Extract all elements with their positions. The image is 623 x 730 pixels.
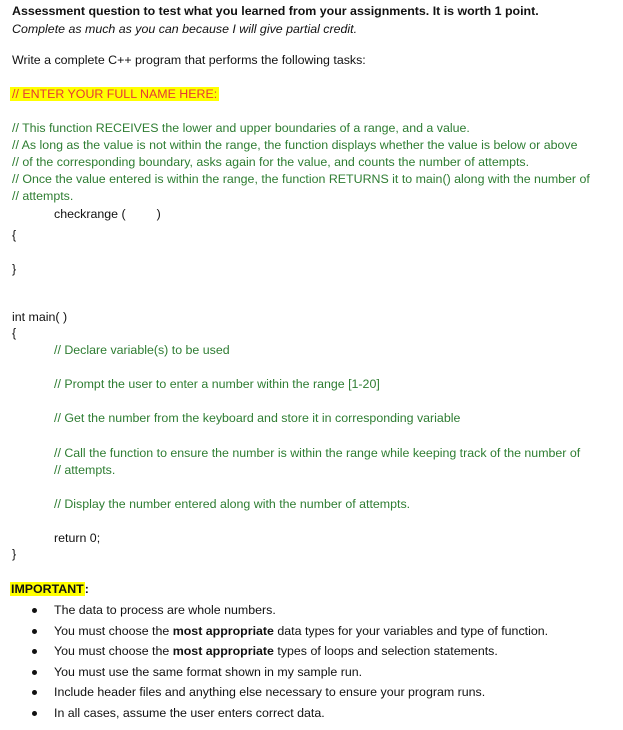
function-comment: // As long as the value is not within the range, the function displays whether the value is below or above: [12, 138, 578, 152]
function-signature: checkrange ( ): [54, 207, 161, 221]
important-label: IMPORTANT: [11, 582, 84, 596]
main-comment-display: // Display the number entered along with the number of attempts.: [54, 497, 411, 511]
bullet-dot: [32, 690, 37, 695]
list-item: Include header files and anything else necessary to ensure your program runs.: [54, 685, 486, 699]
bullet-dot: [32, 711, 37, 716]
main-comment-prompt: // Prompt the user to enter a number within the range [1-20]: [54, 377, 380, 391]
bullet-dot: [32, 608, 37, 613]
main-comment-call-cont: // attempts.: [54, 463, 116, 477]
important-colon: :: [84, 582, 89, 596]
list-item: You must choose the most appropriate data types for your variables and type of function.: [54, 624, 549, 638]
bullet-dot: [32, 670, 37, 675]
instruction-text: Write a complete C++ program that performs the following tasks:: [12, 53, 366, 67]
main-comment-call: // Call the function to ensure the number is within the range while keeping track of the number of: [54, 446, 581, 460]
function-open-brace: {: [12, 228, 17, 242]
function-comment: // This function RECEIVES the lower and upper boundaries of a range, and a value.: [12, 121, 470, 135]
list-item: You must choose the most appropriate types of loops and selection statements.: [54, 644, 498, 658]
name-prompt: [10, 87, 219, 102]
main-comment-get: // Get the number from the keyboard and store it in corresponding variable: [54, 411, 461, 425]
bullet-dot: [32, 649, 37, 654]
list-item: The data to process are whole numbers.: [54, 603, 276, 617]
function-comment: // attempts.: [12, 189, 74, 203]
main-open-brace: {: [12, 326, 17, 340]
list-item: In all cases, assume the user enters correct data.: [54, 706, 325, 720]
list-item: You must use the same format shown in my sample run.: [54, 665, 363, 679]
main-close-brace: }: [12, 547, 17, 561]
main-signature: int main( ): [12, 310, 68, 324]
main-comment-declare: // Declare variable(s) to be used: [54, 343, 230, 357]
name-prompt-text: // ENTER YOUR FULL NAME HERE:: [12, 87, 218, 101]
function-comment: // Once the value entered is within the range, the function RETURNS it to main() along with the number of: [12, 172, 590, 186]
bullet-dot: [32, 629, 37, 634]
assessment-title: Assessment question to test what you learned from your assignments. It is worth 1 point.: [12, 4, 539, 18]
function-close-brace: }: [12, 262, 17, 276]
assessment-subtitle: Complete as much as you can because I will give partial credit.: [12, 22, 358, 36]
important-heading: [10, 582, 89, 597]
return-statement: return 0;: [54, 531, 101, 545]
function-comment: // of the corresponding boundary, asks again for the value, and counts the number of attempts.: [12, 155, 530, 169]
